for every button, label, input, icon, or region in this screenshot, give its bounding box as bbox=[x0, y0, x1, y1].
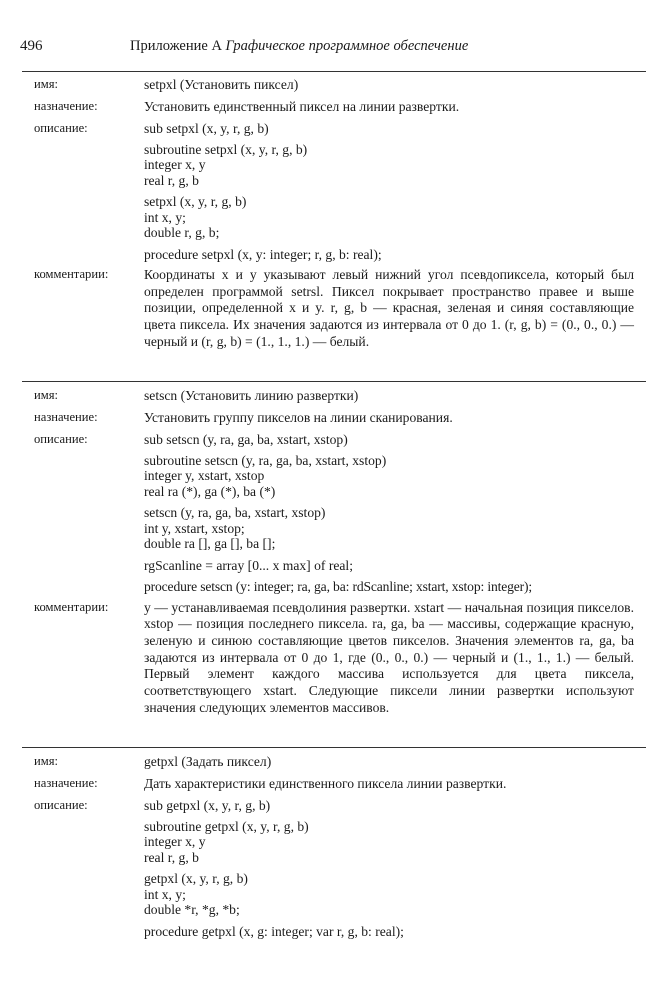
running-head-title: Графическое программное обеспечение bbox=[225, 38, 469, 54]
page-header bbox=[20, 38, 645, 60]
entry-divider bbox=[22, 71, 646, 72]
signature-fortran: subroutine getpxl (x, y, r, g, b) integer x, y real r, g, b bbox=[144, 818, 309, 865]
comment-row: комментарии: Координаты x и y указывают левый нижний угол псевдопиксела, который был определен программой setrsl. Пиксел покрывает пространство правее и выше позиции, определенной x и y. r, g, b — красная, зеленая и синяя составляющие цвета пиксела. Их значения задаются из интервала от 0 до 1. (r, g, b) = (0., 0., 0.) — черный и (r, g, b) = (1., 1., 1.) — белый. bbox=[34, 267, 634, 349]
running-head: Приложение А Графическое программное обеспечение bbox=[130, 38, 469, 54]
signature-fortran: subroutine setscn (y, ra, ga, ba, xstart, xstop) integer y, xstart, xstop real ra (*), ga (*), ba (*) bbox=[144, 452, 387, 499]
signature-pascal-type: rgScanline = array [0... x max] of real; bbox=[144, 557, 353, 573]
signatures bbox=[144, 798, 634, 939]
entry-name: getpxl (Задать пиксел) bbox=[144, 754, 272, 769]
entry-divider bbox=[22, 747, 646, 748]
description-row: описание: sub setscn (y, ra, ga, ba, xstart, xstop) subroutine setscn (y, ra, ga, ba, xstart, xstop) integer y, xstart, xstop real ra (*), ga (*), ba (*) setscn (y, ra, ga, ba, xstart, xstop) int y, xstart, xstop; double ra [], ga [], ba []; rgScanline = array [0... x max] of real; procedure setscn (y: integer; ra, ga, ba: rdScanline; xstart, xstop: integer); bbox=[22, 432, 646, 595]
signature-pascal: procedure setpxl (x, y: integer; r, g, b: real); bbox=[144, 246, 382, 262]
entry-comment: Координаты x и y указывают левый нижний угол псевдопиксела, который был определен программой setrsl. Пиксел покрывает пространство правее и выше позиции, определенной x и y. r, g, b — красная, зеленая и синяя составляющие цвета пиксела. Их значения задаются из интервала от 0 до 1. (r, g, b) = (0., 0., 0.) — черный и (r, g, b) = (1., 1., 1.) — белый. bbox=[144, 267, 634, 349]
signature-pascal: procedure setscn (y: integer; ra, ga, ba: rdScanline; xstart, xstop: integer); bbox=[144, 579, 533, 594]
signature-c: getpxl (x, y, r, g, b) int x, y; double *r, *g, *b; bbox=[144, 871, 248, 917]
signature-pascal: procedure getpxl (x, g: integer; var r, g, b: real); bbox=[144, 923, 404, 939]
entry-purpose: Дать характеристики единственного пиксела линии развертки. bbox=[144, 776, 507, 791]
entry-comment: y — устанавливаемая псевдолиния развертки. xstart — начальная позиция пикселов. xstop — позиция последнего пиксела. ra, ga, ba — массивы, содержащие красную, зеленую и синюю составляющие цветов пикселов. Значения элементов ra, ga, ba задаются из интервала от 0 до 1, где (0., 0., 0.) — черный и (1., 1., 1.) — белый. Первый элемент каждого массива используется для цвета пиксела, соответствующего xstart. Следующие пиксели линии развертки используют значения следующих элементов массивов. bbox=[144, 599, 634, 715]
purpose-row: назначение: Установить единственный пиксел на линии развертки. bbox=[22, 99, 646, 121]
entry-getpxl bbox=[22, 754, 646, 939]
signatures bbox=[144, 121, 634, 262]
signature-fortran: subroutine setpxl (x, y, r, g, b) integer x, y real r, g, b bbox=[144, 141, 308, 188]
signature-basic: sub getpxl (x, y, r, g, b) bbox=[144, 798, 271, 813]
description-row: описание: sub getpxl (x, y, r, g, b) subroutine getpxl (x, y, r, g, b) integer x, y real r, g, b getpxl (x, y, r, g, b) int x, y; double *r, *g, *b; procedure getpxl (x, g: integer; var r, g, b: real); bbox=[22, 798, 646, 939]
entry-name: setscn (Установить линию развертки) bbox=[144, 388, 359, 403]
purpose-row: назначение: Установить группу пикселов на линии сканирования. bbox=[22, 410, 646, 432]
entry-setpxl bbox=[22, 77, 646, 351]
entry-name: setpxl (Установить пиксел) bbox=[144, 77, 299, 92]
name-row: имя: getpxl (Задать пиксел) bbox=[22, 754, 646, 776]
signatures bbox=[144, 432, 634, 595]
name-row: имя: setpxl (Установить пиксел) bbox=[22, 77, 646, 99]
name-row: имя: setscn (Установить линию развертки) bbox=[22, 388, 646, 410]
entry-purpose: Установить единственный пиксел на линии развертки. bbox=[144, 99, 460, 114]
entry-setscn bbox=[22, 388, 646, 716]
signature-c: setpxl (x, y, r, g, b) int x, y; double r, g, b; bbox=[144, 194, 247, 240]
description-row: описание: sub setpxl (x, y, r, g, b) subroutine setpxl (x, y, r, g, b) integer x, y real r, g, b setpxl (x, y, r, g, b) int x, y; double r, g, b; procedure setpxl (x, y: integer; r, g, b: real); bbox=[22, 121, 646, 262]
signature-basic: sub setscn (y, ra, ga, ba, xstart, xstop) bbox=[144, 432, 348, 447]
comment-row: комментарии: y — устанавливаемая псевдолиния развертки. xstart — начальная позиция пикселов. xstop — позиция последнего пиксела. ra, ga, ba — массивы, содержащие красную, зеленую и синюю составляющие цветов пикселов. Значения элементов ra, ga, ba задаются из интервала от 0 до 1, где (0., 0., 0.) — черный и (1., 1., 1.) — белый. Первый элемент каждого массива используется для цвета пиксела, соответствующего xstart. Следующие пиксели линии развертки используют значения следующих элементов массивов. bbox=[34, 599, 634, 715]
page-number: 496 bbox=[20, 38, 43, 54]
entry-purpose: Установить группу пикселов на линии сканирования. bbox=[144, 410, 453, 425]
entry-divider bbox=[22, 381, 646, 382]
purpose-row: назначение: Дать характеристики единственного пиксела линии развертки. bbox=[22, 776, 646, 798]
signature-c: setscn (y, ra, ga, ba, xstart, xstop) int y, xstart, xstop; double ra [], ga [], ba []; bbox=[144, 505, 326, 551]
signature-basic: sub setpxl (x, y, r, g, b) bbox=[144, 121, 269, 136]
